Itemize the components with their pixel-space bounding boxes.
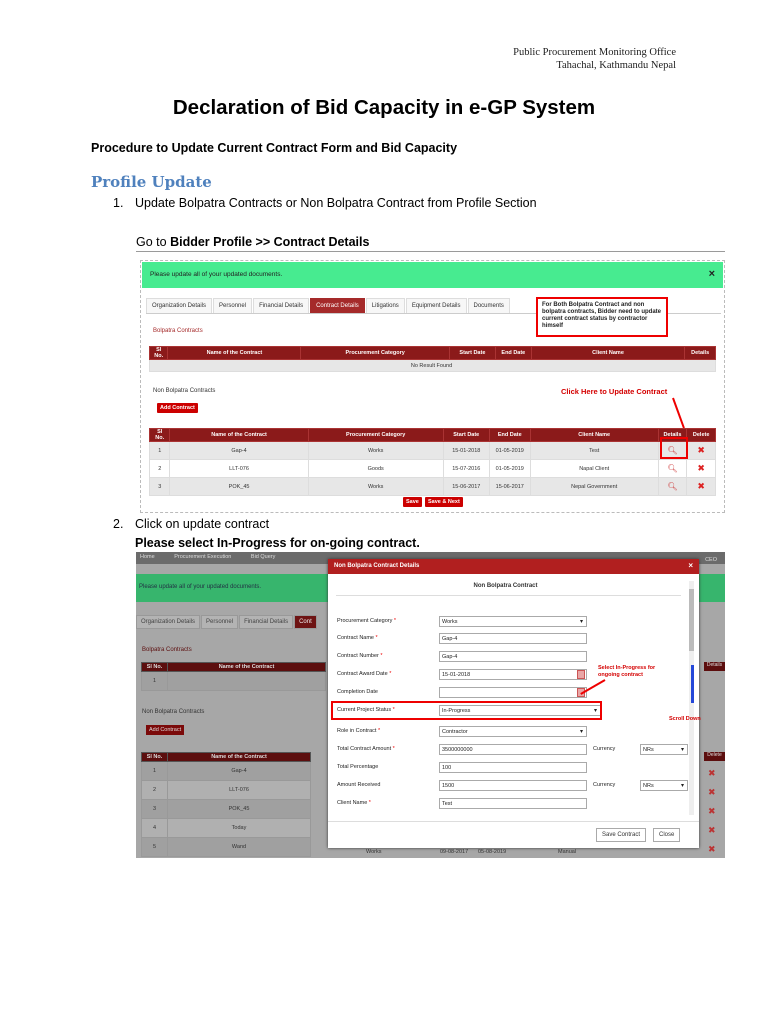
col-category: Procurement Category [308,429,443,442]
update-alert [142,262,723,288]
row-sl: 4 [142,819,168,838]
row-start: 15-07-2016 [443,460,489,478]
row-end: 05-08-2019 [478,849,507,855]
office-name: Public Procurement Monitoring Office [513,47,676,58]
table-row [150,460,716,478]
row-name: Gap-4 [170,442,308,460]
col-sl: Sl No. [150,429,170,442]
col-delete: Delete [687,429,716,442]
col-details: Details [685,347,716,360]
bolpatra-label: Bolpatra Contracts [153,328,203,334]
field-label: Client Name * [337,800,371,806]
row-sl: 1 [150,442,170,460]
delete-icons [708,764,716,858]
modal-subtitle: Non Bolpatra Contract [473,583,538,589]
amount-received-input[interactable]: 1500 [439,780,587,791]
field-label: Contract Award Date * [337,671,392,677]
row-client: Nepal Government [530,478,658,496]
row-name: Wand [168,838,311,857]
col-end: End Date [489,429,530,442]
step-number: 1. [113,196,124,210]
row-category: Works [308,478,443,496]
row-client: Napal Client [530,460,658,478]
save-button[interactable]: Save [403,497,422,507]
table-row [142,781,311,800]
percentage-input[interactable]: 100 [439,762,587,773]
tab-organization[interactable]: Organization Details [136,615,200,629]
update-alert: Please update all of your updated documents. [136,574,725,602]
bolpatra-table [141,662,326,691]
tab-financial[interactable]: Financial Details [239,615,293,629]
col-details: Details [658,429,687,442]
row-sl: 5 [142,838,168,857]
step-2-instruction: Please select In-Progress for on-going contract. [135,536,420,550]
delete-icon[interactable]: ✖ [708,787,716,797]
delete-icon[interactable]: ✖ [708,806,716,816]
delete-cell [687,460,716,478]
tab-contract[interactable]: Contract Details [310,298,365,313]
add-contract-button[interactable]: Add Contract [157,403,198,413]
row-category: Goods [308,460,443,478]
project-status-select[interactable]: In-Progress ▾ [439,705,601,716]
currency-select[interactable]: NRs ▾ [640,780,688,791]
scroll-arrow-icon [691,665,694,703]
details-highlight [660,437,688,459]
col-sl: Sl No. [150,347,168,360]
field-label: Contract Number * [337,653,383,659]
delete-icon[interactable]: ✖ [708,825,716,835]
currency-select[interactable]: NRs ▾ [640,744,688,755]
row-sl: 2 [142,781,168,800]
row-name: POK_45 [168,800,311,819]
row-end: 01-05-2019 [489,442,530,460]
col-start: Start Date [449,347,495,360]
award-date-input[interactable]: 15-01-2018 [439,669,587,680]
office-address [513,46,676,72]
details-cell [658,460,687,478]
field-label: Total Percentage [337,764,379,770]
category-select[interactable]: Works ▾ [439,616,587,627]
delete-icon[interactable]: ✖ [708,768,716,778]
col-category: Procurement Category [301,347,449,360]
delete-icon[interactable]: ✖ [697,445,705,455]
close-icon[interactable]: × [688,561,693,570]
row-category: Works [366,849,382,855]
row-sl: 1 [142,762,168,781]
row-client: Manual [558,849,577,855]
table-row [150,442,716,460]
save-next-button[interactable]: Save & Next [425,497,463,507]
currency-label: Currency [593,746,616,752]
row-start: 15-06-2017 [443,478,489,496]
bolpatra-table [149,346,716,372]
table-row [142,838,311,857]
col-name: Name of the Contract [168,347,301,360]
tab-contract[interactable]: Cont [294,615,317,629]
tab-personnel[interactable]: Personnel [201,615,238,629]
arrow-icon [672,398,685,429]
contract-number-input[interactable]: Gap-4 [439,651,587,662]
no-result: No Result Found [150,360,716,372]
divider [336,595,681,596]
step-text: Click on update contract [135,517,270,531]
row-sl: 1 [142,672,168,691]
step-number: 2. [113,517,124,531]
row-start: 15-01-2018 [443,442,489,460]
table-row [142,762,311,781]
goto-profile: Bidder Profile [170,235,253,249]
field-label: Amount Received [337,782,381,788]
row-name: LLT-076 [168,781,311,800]
currency-label: Currency [593,782,616,788]
close-icon[interactable]: × [708,268,715,280]
scroll-thumb[interactable] [689,589,694,651]
non-bolpatra-table [149,428,716,496]
nav-execution[interactable]: Procurement Execution [174,554,232,560]
click-hint: Click Here to Update Contract [561,387,668,396]
step-text: Update Bolpatra Contracts or Non Bolpatra Contract from Profile Section [135,196,537,210]
tab-financial[interactable]: Financial Details [253,298,309,313]
divider [136,251,725,252]
row-name: POK_45 [170,478,308,496]
office-location: Tahachal, Kathmandu Nepal [556,60,676,71]
contract-modal-screenshot [136,552,725,858]
col-delete: Delete [704,752,725,761]
document-title: Declaration of Bid Capacity in e-GP System [172,96,596,119]
search-icon[interactable]: 🔍︎ [667,482,678,491]
col-name: Name of the Contract [170,429,308,442]
contract-modal [328,559,699,848]
delete-cell [687,478,716,496]
non-bolpatra-label: Non Bolpatra Contracts [153,388,216,394]
col-client: Client Name [530,429,658,442]
calendar-icon[interactable] [577,670,585,679]
tab-documents[interactable]: Documents [468,298,510,313]
modal-title: Non Bolpatra Contract Details [334,563,420,569]
delete-icon[interactable]: ✖ [708,844,716,854]
goto-prefix: Go to [136,235,167,249]
delete-cell [687,442,716,460]
info-callout: For Both Bolpatra Contract and non bolpatra contracts, Bidder need to update current contract status by contractor himself [536,297,668,337]
row-end: 15-06-2017 [489,478,530,496]
tab-litigations[interactable]: Litigations [366,298,405,313]
details-cell [658,478,687,496]
step-1 [113,196,537,210]
field-label: Role in Contract * [337,728,381,734]
goto-path: >> Contract Details [255,235,370,249]
procedure-heading: Procedure to Update Current Contract Form and Bid Capacity [91,141,458,155]
non-bolpatra-table [141,752,311,857]
completion-date-input[interactable] [439,687,587,698]
total-amount-input[interactable]: 3500000000 [439,744,587,755]
field-label: Completion Date [337,689,378,695]
row-name: Gap-4 [168,762,311,781]
col-client: Client Name [531,347,685,360]
alert-text: Please update all of your updated documents. [150,271,283,278]
tab-personnel[interactable]: Personnel [213,298,252,313]
col-name: Name of the Contract [168,663,326,672]
col-sl: Sl No. [142,753,168,762]
tab-equipment[interactable]: Equipment Details [406,298,467,313]
col-details: Details [704,662,725,671]
tab-organization[interactable]: Organization Details [146,298,212,313]
save-contract-button[interactable]: Save Contract [596,828,646,842]
row-name: Today [168,819,311,838]
profile-tabs [136,615,318,629]
row-sl: 3 [150,478,170,496]
divider [328,821,699,822]
contract-details-screenshot [140,260,725,513]
row-client: Test [530,442,658,460]
add-contract-button[interactable]: Add Contract [146,725,184,735]
row-sl: 3 [142,800,168,819]
goto-instruction [136,235,369,249]
field-label: Total Contract Amount * [337,746,395,752]
table-row [142,800,311,819]
col-name: Name of the Contract [168,753,311,762]
nav-user[interactable]: CEO [705,557,717,563]
status-highlight [331,701,602,720]
col-sl: Sl No. [142,663,168,672]
contract-name-input[interactable]: Gap-4 [439,633,587,644]
row-end: 01-05-2019 [489,460,530,478]
row-start: 09-08-2017 [440,849,469,855]
modal-header [328,559,699,574]
table-row [142,819,311,838]
scroll-hint: Scroll Down [669,716,701,722]
delete-icon[interactable]: ✖ [697,481,705,491]
col-start: Start Date [443,429,489,442]
close-button[interactable]: Close [653,828,680,842]
table-row [150,478,716,496]
nav-bid-query[interactable]: Bid Query [250,554,276,560]
row-category: Works [308,442,443,460]
col-end: End Date [495,347,531,360]
role-select[interactable]: Contractor ▾ [439,726,587,737]
client-name-input[interactable]: Test [439,798,587,809]
row-name: LLT-076 [170,460,308,478]
search-icon[interactable]: 🔍︎ [667,446,678,455]
non-bolpatra-label: Non Bolpatra Contracts [142,709,205,715]
status-hint: Select In-Progress for ongoing contract [598,665,656,678]
section-heading: Profile Update [91,173,212,191]
field-label: Procurement Category * [337,618,397,624]
field-label: Current Project Status * [337,707,395,713]
step-2 [113,517,269,531]
row-name [168,672,326,691]
row-sl: 2 [150,460,170,478]
field-label: Contract Name * [337,635,378,641]
nav-home[interactable]: Home [140,554,155,560]
delete-icon[interactable]: ✖ [697,463,705,473]
search-icon[interactable]: 🔍︎ [667,464,678,473]
bolpatra-label: Bolpatra Contracts [142,647,192,653]
